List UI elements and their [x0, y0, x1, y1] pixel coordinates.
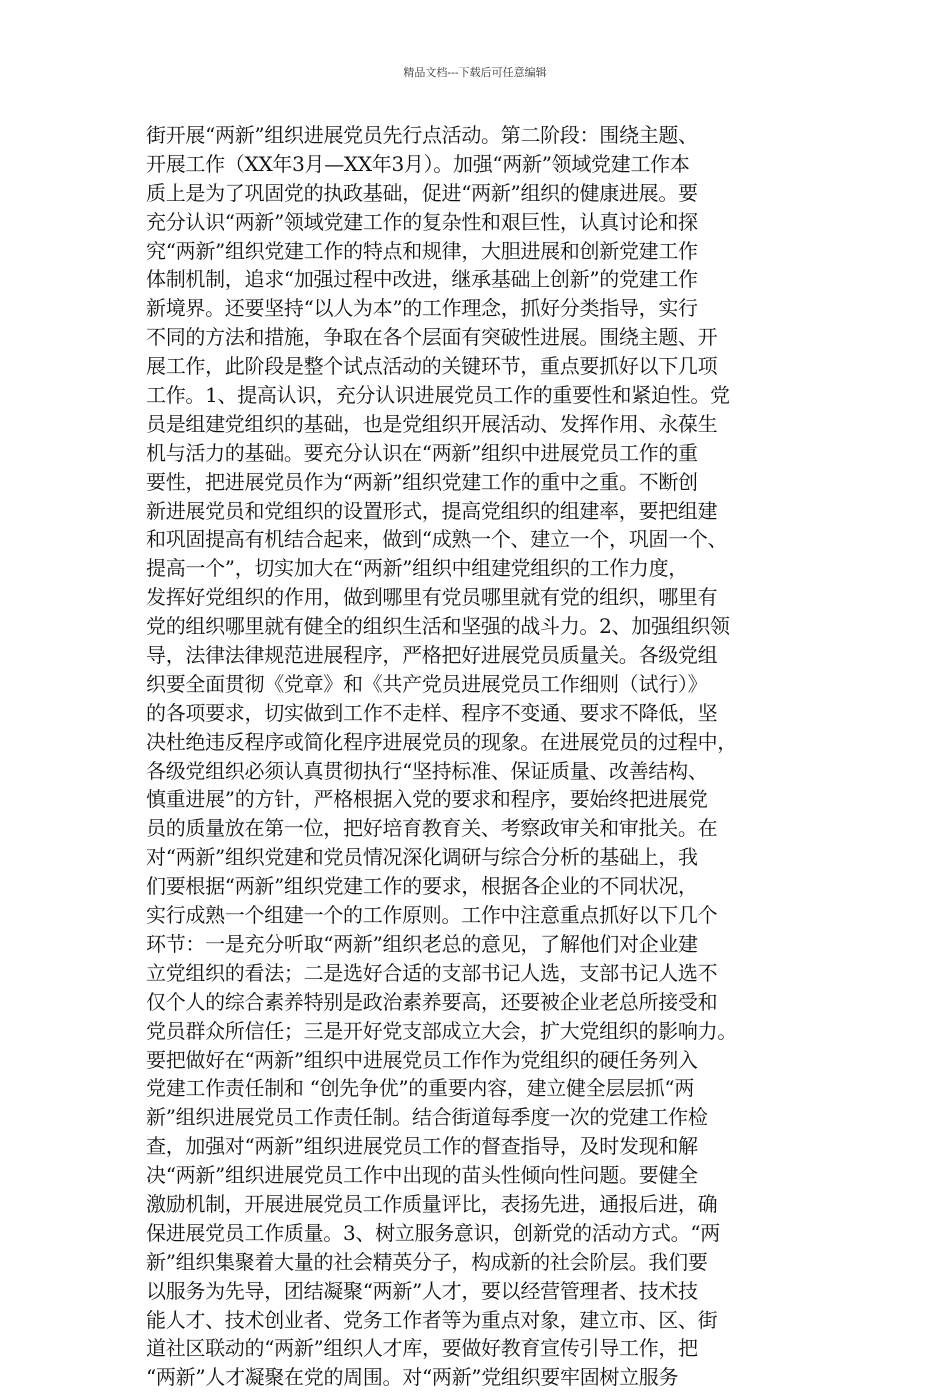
text-line: 发挥好党组织的作用，做到哪里有党员哪里就有党的组织，哪里有 [146, 585, 718, 610]
text-line: 展工作，此阶段是整个试点活动的关键环节，重点要抓好以下几项 [146, 354, 718, 379]
text-line: 和巩固提高有机结合起来，做到“成熟一个、建立一个，巩固一个、 [146, 527, 728, 552]
text-line: 对“两新”组织党建和党员情况深化调研与综合分析的基础上，我 [146, 845, 698, 870]
text-line: 新”组织进展党员工作责任制。结合街道每季度一次的党建工作检 [146, 1105, 708, 1130]
text-line: 立党组织的看法；二是选好合适的支部书记人选，支部书记人选不 [146, 960, 718, 985]
text-line: 开展工作（XX年3月—XX年3月）。加强“两新”领域党建工作本 [146, 151, 690, 176]
text-line: 究“两新”组织党建工作的特点和规律，大胆进展和创新党建工作 [146, 238, 698, 263]
text-line: 工作。1、提高认识，充分认识进展党员工作的重要性和紧迫性。党 [146, 383, 730, 408]
text-line: 决“两新”组织进展党员工作中出现的苗头性倾向性问题。要健全 [146, 1163, 698, 1188]
text-line: 慎重进展”的方针，严格根据入党的要求和程序，要始终把进展党 [146, 787, 708, 812]
text-line: 织要全面贯彻《党章》和《共产党员进展党员工作细则（试行）》 [146, 671, 708, 696]
text-line: 党员群众所信任；三是开好党支部成立大会，扩大党组织的影响力。 [146, 1018, 737, 1043]
text-line: 的各项要求，切实做到工作不走样、程序不变通、要求不降低，坚 [146, 700, 718, 725]
text-line: 街开展“两新”组织进展党员先行点活动。第二阶段：围绕主题、 [146, 123, 698, 147]
text-line: 新”组织集聚着大量的社会精英分子，构成新的社会阶层。我们要 [146, 1249, 708, 1274]
text-line: 以服务为先导，团结凝聚“两新”人才，要以经营管理者、技术技 [146, 1278, 698, 1303]
text-line: 查，加强对“两新”组织进展党员工作的督查指导，及时发现和解 [146, 1134, 698, 1159]
page-header: 精品文档---下载后可任意编辑 [403, 66, 547, 79]
text-line: 们要根据“两新”组织党建工作的要求，根据各企业的不同状况， [146, 874, 698, 899]
text-line: 保进展党员工作质量。3、树立服务意识，创新党的活动方式。“两 [146, 1220, 720, 1245]
text-line: 激励机制，开展进展党员工作质量评比，表扬先进，通报后进，确 [146, 1191, 718, 1216]
text-line: 导，法律法律规范进展程序，严格把好进展党员质量关。各级党组 [146, 643, 718, 668]
text-line: 体制机制，追求“加强过程中改进，继承基础上创新”的党建工作 [146, 267, 698, 292]
text-line: 要性，把进展党员作为“两新”组织党建工作的重中之重。不断创 [146, 469, 698, 494]
text-line: 各级党组织必须认真贯彻执行“坚持标准、保证质量、改善结构、 [146, 758, 708, 783]
text-line: 党的组织哪里就有健全的组织生活和坚强的战斗力。2、加强组织领 [146, 614, 730, 639]
text-line: “两新”人才凝聚在党的周围。对“两新”党组织要牢固树立服务 [146, 1365, 679, 1390]
text-line: 不同的方法和措施，争取在各个层面有突破性进展。围绕主题、开 [146, 325, 718, 350]
text-line: 实行成熟一个组建一个的工作原则。工作中注意重点抓好以下几个 [146, 903, 718, 928]
text-line: 道社区联动的“两新”组织人才库，要做好教育宣传引导工作，把 [146, 1336, 698, 1361]
text-line: 新境界。还要坚持“以人为本”的工作理念，抓好分类指导，实行 [146, 296, 698, 321]
text-line: 仅个人的综合素养特别是政治素养要高，还要被企业老总所接受和 [146, 989, 718, 1014]
text-line: 决杜绝违反程序或简化程序进展党员的现象。在进展党员的过程中， [146, 729, 737, 754]
text-line: 充分认识“两新”领域党建工作的复杂性和艰巨性，认真讨论和探 [146, 209, 698, 234]
text-line: 员的质量放在第一位，把好培育教育关、考察政审关和审批关。在 [146, 816, 718, 841]
text-line: 能人才、技术创业者、党务工作者等为重点对象，建立市、区、街 [146, 1307, 718, 1332]
text-line: 质上是为了巩固党的执政基础，促进“两新”组织的健康进展。要 [146, 180, 698, 205]
text-line: 环节：一是充分听取“两新”组织老总的意见，了解他们对企业建 [146, 931, 698, 956]
text-line: 党建工作责任制和 “创先争优”的重要内容，建立健全层层抓“两 [146, 1076, 695, 1101]
text-line: 要把做好在“两新”组织中进展党员工作作为党组织的硬任务列入 [146, 1047, 698, 1072]
text-line: 提高一个”，切实加大在“两新”组织中组建党组织的工作力度， [146, 556, 688, 581]
text-line: 机与活力的基础。要充分认识在“两新”组织中进展党员工作的重 [146, 440, 698, 465]
text-line: 员是组建党组织的基础，也是党组织开展活动、发挥作用、永葆生 [146, 411, 718, 436]
body-text [146, 121, 826, 1392]
text-line: 新进展党员和党组织的设置形式，提高党组织的组建率，要把组建 [146, 498, 718, 523]
